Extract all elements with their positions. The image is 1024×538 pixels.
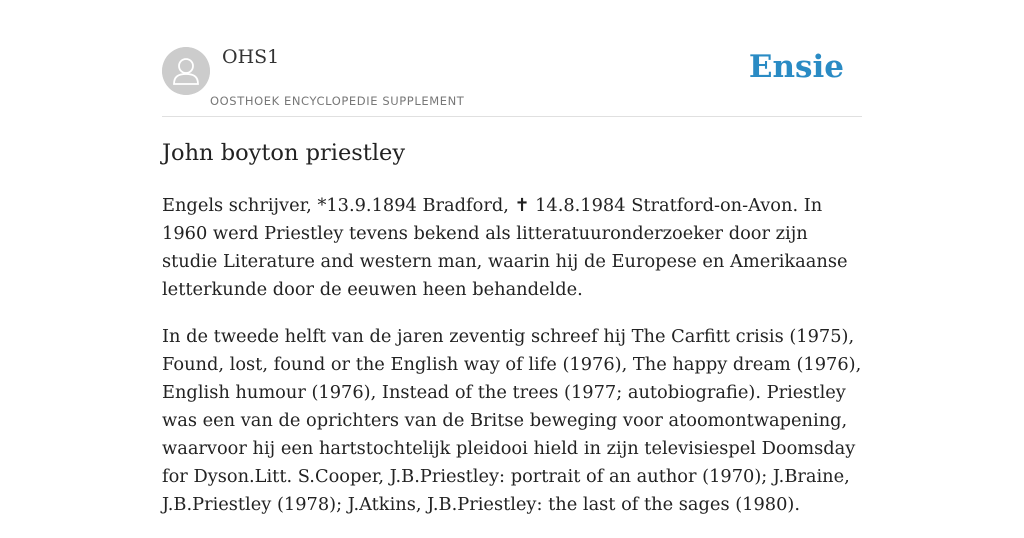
article-body bbox=[162, 192, 862, 538]
article-header bbox=[162, 0, 862, 117]
ensie-logo[interactable]: Ensie bbox=[748, 49, 844, 85]
page-container bbox=[162, 0, 862, 515]
article-paragraph: Engels schrijver, *13.9.1894 Bradford, ✝ 14.8.1984 Stratford-on-Avon. In 1960 werd Priestley tevens bekend als litteratuuronderzoeker door zijn studie Literature and western man, waarin hij de Europese en Amerikaanse letterkunde door de eeuwen heen behandelde. bbox=[162, 195, 848, 300]
avatar[interactable] bbox=[162, 47, 210, 95]
user-icon bbox=[162, 47, 210, 95]
article-paragraph: In de tweede helft van de jaren zeventig schreef hij The Carfitt crisis (1975), Found, lost, found or the English way of life (1976), The happy dream (1976), English humour (1976), Instead of the trees (1977; autobiografie). Priestley was een van de oprichters van de Britse beweging voor atoomontwapening, waarvoor hij een hartstochtelijk pleidooi hield in zijn televisiespel Doomsday for Dyson.Litt. S.Cooper, J.B.Priestley: portrait of an author (1970); J.Braine, J.B.Priestley (1978); J.Atkins, J.B.Priestley: the last of the sages (1980). bbox=[162, 326, 862, 515]
author-name[interactable]: OHS1 bbox=[222, 46, 280, 68]
source-label[interactable]: OOSTHOEK ENCYCLOPEDIE SUPPLEMENT bbox=[210, 94, 465, 108]
article-title: John boyton priestley bbox=[162, 140, 406, 166]
